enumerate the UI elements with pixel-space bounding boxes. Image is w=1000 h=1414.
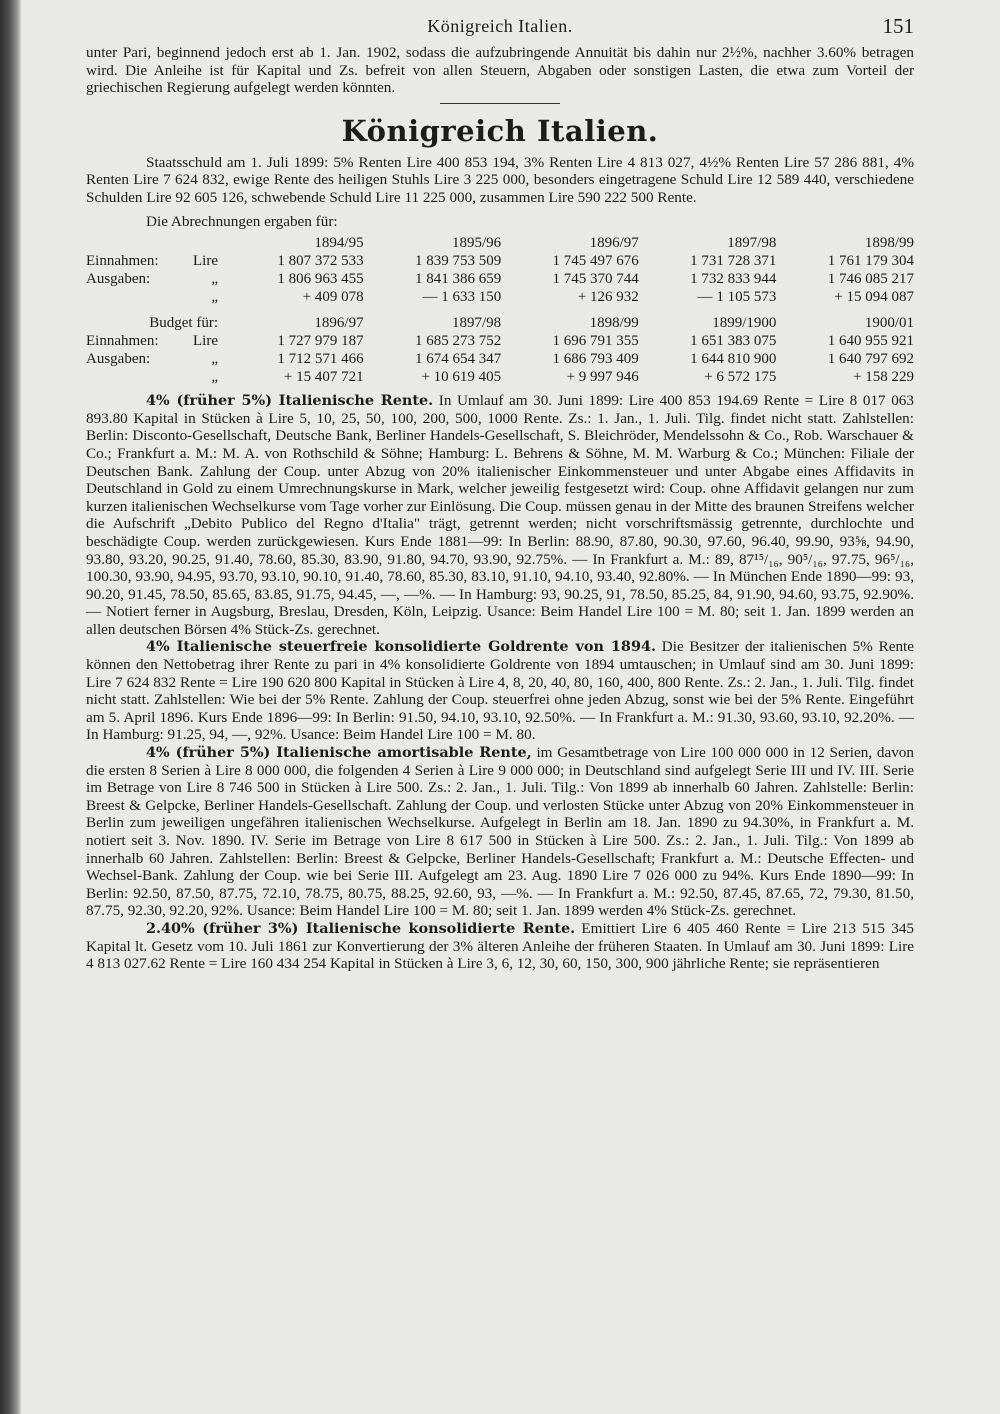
section-body: Emittiert Lire 6 405 460 Rente = Lire 213 515 345 Kapital lt. Gesetz vom 10. Juli 1861 zur Konvertierung der 3% älteren Anleihe der früheren Staaten. In Umlauf am 30. Juni 1899: Lire 4 813 027.62 Rente = Lire 160 434 254 Kapital in Stücken à Lire 3, 6, 12, 30, 60, 150, 300, 900 jährliche Rente; sie repräsentieren — [86, 919, 915, 973]
section-body: In Umlauf am 30. Juni 1899: Lire 400 853 194.69 Rente = Lire 8 017 063 893.80 Kapital in Stücken à Lire 5, 10, 25, 50, 100, 200, 500, 1000 Rente. Zs.: 1. Jan., 1. Juli. Tilg. findet nicht statt. Zahlstellen: Berlin: Disconto-Gesellschaft, Deutsche Bank, Berliner Handels-Gesellschaft, S. Bleichröder, Mendelssohn & Co., Rob. Warschauer & Co.; Frankfurt a. M.: M. A. von Rothschild & Söhne; Hamburg: L. Behrens & Söhne, M. M. Warburg & Co.; München: Filiale der Deutschen Bank. Zahlung der Coup. unter Abzug von 20% italienischer Einkommensteuer und unter Abgabe eines Affidavits in Deutschland in Gold zu einem Umrechnungskurse in Mark, welcher jeweilig festgesetzt wird: Coup. ohne Affidavit gelangen nur zum kurzen italienischen Wechselkurse vom Tage vorher zur Einlösung. Die Coup. müssen genau in der Mitte des braunen Streifens welcher die Aufschrift „Debito Publico del Regno d'Italia" trägt, getrennt werden; nicht vorschriftsmässig getrennte, durchlochte und beschädigte Coup. werden zurückgewiesen. Kurs Ende 1881—99: In Berlin: 88.90, 87.80, 90.30, 97.60, 96.40, 99.90, 93⅝, 94.90, 93.80, 93.20, 90.25, 91.40, 78.60, 85.30, 83.90, 91.80, 94.70, 93.90, 92.75%. — In Frankfurt a. M.: 89, 87¹⁵/₁₆, 90⁵/₁₆, 97.75, 96⁵/₁₆, 100.30, 93.90, 94.95, 93.70, 93.10, 90.10, 91.40, 78.60, 85.30, 83.10, 91.10, 94.10, 93.40, 92.80%. — In München Ende 1890—99: 93, 90.20, 91.45, 78.50, 85.65, 83.85, 91.75, 94.45, —, —%. — In Hamburg: 93, 90.25, 91, 78.50, 85.25, 84, 91.90, 94.60, 93.75, 92.90%. — Notiert ferner in Augsburg, Breslau, Dresden, Köln, Leipzig. Usance: Beim Handel Lire 100 = M. 80; seit 1. Jan. 1899 werden an allen deutschen Börsen 4% Stück-Zs. gerechnet. — [86, 392, 914, 638]
page-number: 151 — [882, 14, 914, 38]
year-cell: 1898/99 — [589, 315, 639, 332]
year-cell: 1899/1900 — [712, 315, 777, 332]
table-row — [86, 332, 914, 350]
year-cell: 1894/95 — [314, 235, 364, 252]
row-unit: Lire — [193, 333, 218, 350]
row-unit: „ — [211, 351, 218, 368]
value-cell: 1 674 654 347 — [414, 351, 502, 368]
section-title: 4% Italienische steuerfreie konsolidierte Goldrente von 1894. — [146, 638, 656, 656]
value-cell: 1 651 383 075 — [690, 333, 777, 350]
row-label: Einnahmen: — [86, 333, 159, 350]
abrechnungen-table — [86, 234, 914, 386]
chapter-heading: Königreich Italien. — [341, 113, 659, 148]
running-header — [86, 14, 914, 44]
year-cell: 1897/98 — [727, 235, 777, 252]
value-cell: — 1 633 150 — [422, 289, 502, 306]
value-cell: — 1 105 573 — [697, 289, 777, 306]
value-cell: + 158 229 — [853, 369, 914, 386]
abrechnungen-year-row — [86, 234, 914, 252]
running-title: Königreich Italien. — [427, 16, 573, 36]
section-goldrente — [86, 638, 914, 744]
value-cell: 1 732 833 944 — [690, 271, 777, 288]
value-cell: 1 686 793 409 — [552, 351, 639, 368]
section-konsolidierte-rente — [86, 920, 914, 973]
section-title: 4% (früher 5%) Italienische amortisable Rente, — [146, 744, 532, 762]
row-label: Einnahmen: — [86, 253, 159, 270]
row-unit: „ — [211, 271, 218, 288]
value-cell: 1 696 791 355 — [552, 333, 639, 350]
budget-label: Budget für: — [149, 315, 218, 332]
value-cell: 1 685 273 752 — [414, 333, 502, 350]
year-cell: 1896/97 — [314, 315, 364, 332]
value-cell: + 126 932 — [577, 289, 639, 306]
row-label — [86, 288, 178, 306]
value-cell: 1 712 571 466 — [277, 351, 364, 368]
year-cell: 1895/96 — [452, 235, 502, 252]
section-body: Die Besitzer der italienischen 5% Rente können den Nettobetrag ihrer Rente zu pari in 4% konsolidierte Goldrente von 1894 umtauschen; in Umlauf sind am 30. Juni 1899: Lire 7 624 832 Rente = Lire 190 620 800 Kapital in Stücken à Lire 4, 8, 20, 40, 80, 160, 400, 800 Rente. Zs.: 2. Jan., 1. Juli. Tilg. findet nicht statt. Zahlstellen: Wie bei der 5% Rente. Zahlung der Coup. steuerfrei ohne jeden Abzug, sonst wie bei der 5% Rente. Eingeführt am 5. April 1896. Kurs Ende 1896—99: In Berlin: 91.50, 94.10, 93.10, 92.50%. — In Frankfurt a. M.: 91.30, 93.60, 93.10, 92.20%. — In Hamburg: 91.25, 94, —, 92%. Usance: Beim Handel Lire 100 = M. 80. — [86, 638, 915, 744]
section-title: 2.40% (früher 3%) Italienische konsolidierte Rente. — [146, 919, 576, 937]
budget-year-row — [86, 314, 914, 332]
year-cell: 1900/01 — [864, 315, 914, 332]
value-cell: + 9 997 946 — [566, 369, 639, 386]
value-cell: 1 640 797 692 — [827, 351, 914, 368]
value-cell: 1 745 497 676 — [552, 253, 639, 270]
value-cell: 1 807 372 533 — [277, 253, 364, 270]
continued-paragraph: unter Pari, beginnend jedoch erst ab 1. Jan. 1902, sodass die aufzubringende Annuität bis dahin nur 2½%, nachher 3.60% betragen wird. Die Anleihe ist für Kapital und Zs. befreit von allen Steuern, Abgaben oder sonstigen Lasten, die etwa zum Vorteil der griechischen Regierung aufgelegt werden könnten. — [86, 44, 914, 97]
value-cell: + 15 407 721 — [283, 369, 364, 386]
value-cell: 1 640 955 921 — [827, 333, 914, 350]
table-row — [86, 288, 914, 306]
value-cell: 1 745 370 744 — [552, 271, 639, 288]
row-unit: „ — [211, 369, 218, 386]
section-divider — [440, 103, 560, 104]
value-cell: 1 806 963 455 — [277, 271, 364, 288]
value-cell: + 15 094 087 — [834, 289, 914, 306]
value-cell: 1 731 728 371 — [690, 253, 777, 270]
document-page — [86, 14, 914, 973]
value-cell: 1 746 085 217 — [827, 271, 914, 288]
value-cell: 1 727 979 187 — [277, 333, 364, 350]
row-label: Ausgaben: — [86, 351, 151, 368]
value-cell: + 6 572 175 — [704, 369, 777, 386]
section-amortisable-rente — [86, 744, 914, 920]
scan-binding-shadow — [0, 0, 22, 1414]
value-cell: 1 761 179 304 — [827, 253, 914, 270]
row-unit: Lire — [193, 253, 218, 270]
row-label: Ausgaben: — [86, 271, 151, 288]
table-row — [86, 252, 914, 270]
section-title: 4% (früher 5%) Italienische Rente. — [146, 392, 434, 410]
value-cell: + 10 619 405 — [421, 369, 502, 386]
table-row — [86, 270, 914, 288]
value-cell: + 409 078 — [302, 289, 364, 306]
row-label — [86, 368, 178, 386]
value-cell: 1 644 810 900 — [690, 351, 777, 368]
staatsschuld-paragraph: Staatsschuld am 1. Juli 1899: 5% Renten Lire 400 853 194, 3% Renten Lire 4 813 027, 4½% Renten Lire 57 286 881, 4% Renten Lire 7 624 832, ewige Rente des heiligen Stuhls Lire 3 225 000, besonders eingetragene Schuld Lire 12 589 440, verschiedene Schulden Lire 92 605 126, schwebende Schuld Lire 11 225 000, zusammen Lire 590 222 500 Rente. — [86, 153, 914, 206]
year-cell: 1898/99 — [864, 235, 914, 252]
table-row — [86, 350, 914, 368]
section-body: im Gesamtbetrage von Lire 100 000 000 in 12 Serien, davon die ersten 8 Serien à Lire 8 000 000, die folgenden 4 Serien à Lire 9 000 000; in Deutschland sind aufgelegt Serie III und IV. III. Serie im Betrage von Lire 8 746 500 in Stücken à Lire 500. Zs.: 2. Jan., 1. Juli. Tilg.: Von 1899 ab innerhalb 60 Jahren. Zahlstelle: Berlin: Breest & Gelpcke, Berliner Handels-Gesellschaft. Zahlung der Coup. und verlosten Stücke unter Abzug von 20% Einkommensteuer in Berlin zum jeweiligen ungefähren italienischen Wechselkurse. Aufgelegt in Berlin am 18. Jan. 1890 zu 94.30%, in Frankfurt a. M. notiert seit 3. Nov. 1890. IV. Serie im Betrage von Lire 8 617 500 in Stücken à Lire 500. Zs.: 2. Jan., 1. Juli. Tilg.: Von 1899 ab innerhalb 60 Jahren. Zahlstellen: Berlin: Breest & Gelpcke, Berliner Handels-Gesellschaft; Frankfurt a. M.: Deutsche Effecten- und Wechsel-Bank. Zahlung der Coup. wie bei Serie III. Aufgelegt am 23. Aug. 1890 Lire 7 026 000 zu 94%. Kurs Ende 1890—99: In Berlin: 92.50, 87.50, 87.75, 72.10, 78.75, 80.75, 88.25, 92.60, 93, —%. — In Frankfurt a. M.: 92.50, 87.45, 87.65, 72, 79.30, 81.50, 87.75, 92.30, 92.20, 92%. Usance: Beim Handel Lire 100 = M. 80; seit 1. Jan. 1899 werden 4% Stück-Zs. gerechnet. — [86, 744, 914, 920]
table-row — [86, 368, 914, 386]
year-cell: 1897/98 — [452, 315, 502, 332]
year-cell: 1896/97 — [589, 235, 639, 252]
value-cell: 1 839 753 509 — [414, 253, 502, 270]
section-rente-4 — [86, 392, 914, 638]
abrechnungen-intro: Die Abrechnungen ergaben für: — [146, 212, 338, 230]
value-cell: 1 841 386 659 — [414, 271, 502, 288]
row-unit: „ — [211, 289, 218, 306]
